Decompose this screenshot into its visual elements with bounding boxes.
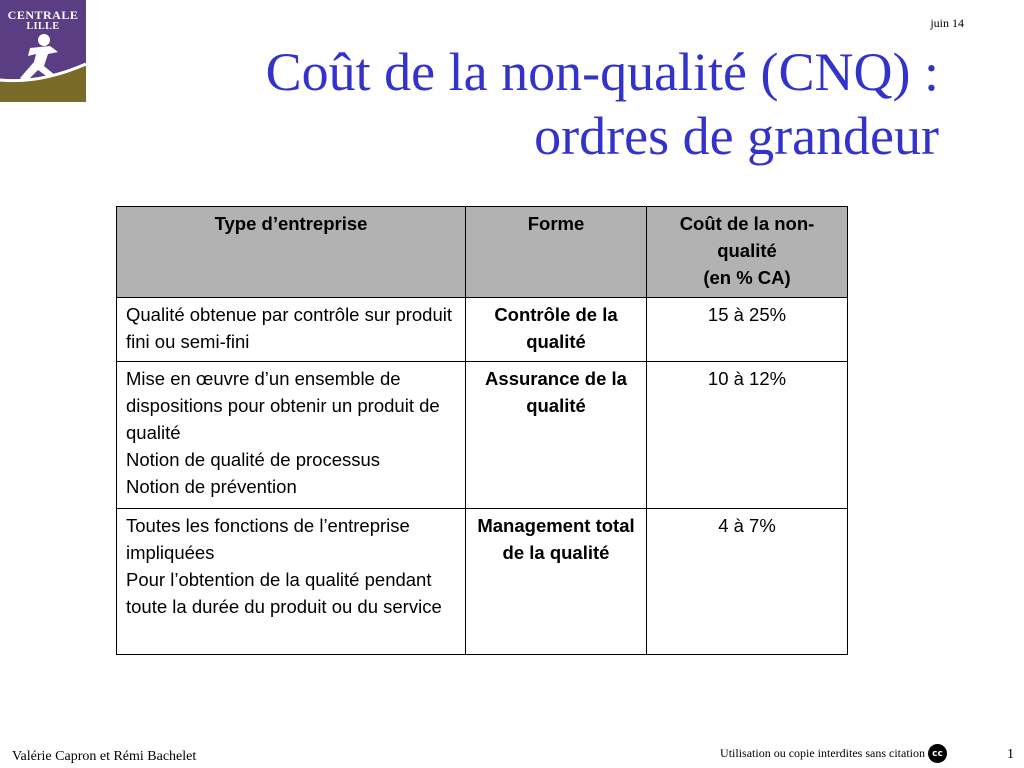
table-row	[117, 298, 848, 362]
page-number: 1	[1007, 747, 1014, 762]
table-header-row	[117, 207, 848, 298]
centrale-lille-logo	[0, 0, 86, 102]
footer-notice-text: Utilisation ou copie interdites sans citation	[720, 746, 925, 760]
footer-notice	[720, 744, 947, 763]
logo-text-line2: LILLE	[26, 21, 60, 32]
header-type: Type d’entreprise	[117, 207, 466, 298]
cell-forme: Contrôle de la qualité	[466, 298, 647, 362]
footer-authors: Valérie Capron et Rémi Bachelet	[12, 749, 197, 764]
cell-type: Toutes les fonctions de l’entreprise impliquées Pour l’obtention de la qualité pendant toute la durée du produit ou du service	[117, 509, 466, 655]
header-forme: Forme	[466, 207, 647, 298]
cnq-table	[116, 206, 848, 655]
creative-commons-icon: cc	[928, 744, 947, 763]
cell-forme: Assurance de la qualité	[466, 362, 647, 509]
logo-text-line1: CENTRALE	[7, 8, 79, 22]
cell-type: Qualité obtenue par contrôle sur produit fini ou semi-fini	[117, 298, 466, 362]
cell-type: Mise en œuvre d’un ensemble de dispositions pour obtenir un produit de qualité Notion de qualité de processus Notion de prévention	[117, 362, 466, 509]
title-line-2: ordres de grandeur	[534, 106, 939, 166]
cell-cout: 4 à 7%	[647, 509, 848, 655]
table-row	[117, 362, 848, 509]
title-line-1: Coût de la non-qualité (CNQ) :	[265, 42, 939, 102]
table-row	[117, 509, 848, 655]
runner-figure-icon	[0, 30, 86, 102]
cell-forme: Management total de la qualité	[466, 509, 647, 655]
header-cout: Coût de la non-qualité (en % CA)	[647, 207, 848, 298]
cell-cout: 10 à 12%	[647, 362, 848, 509]
slide-title	[139, 40, 939, 168]
cell-cout: 15 à 25%	[647, 298, 848, 362]
date-label: juin 14	[930, 16, 964, 30]
